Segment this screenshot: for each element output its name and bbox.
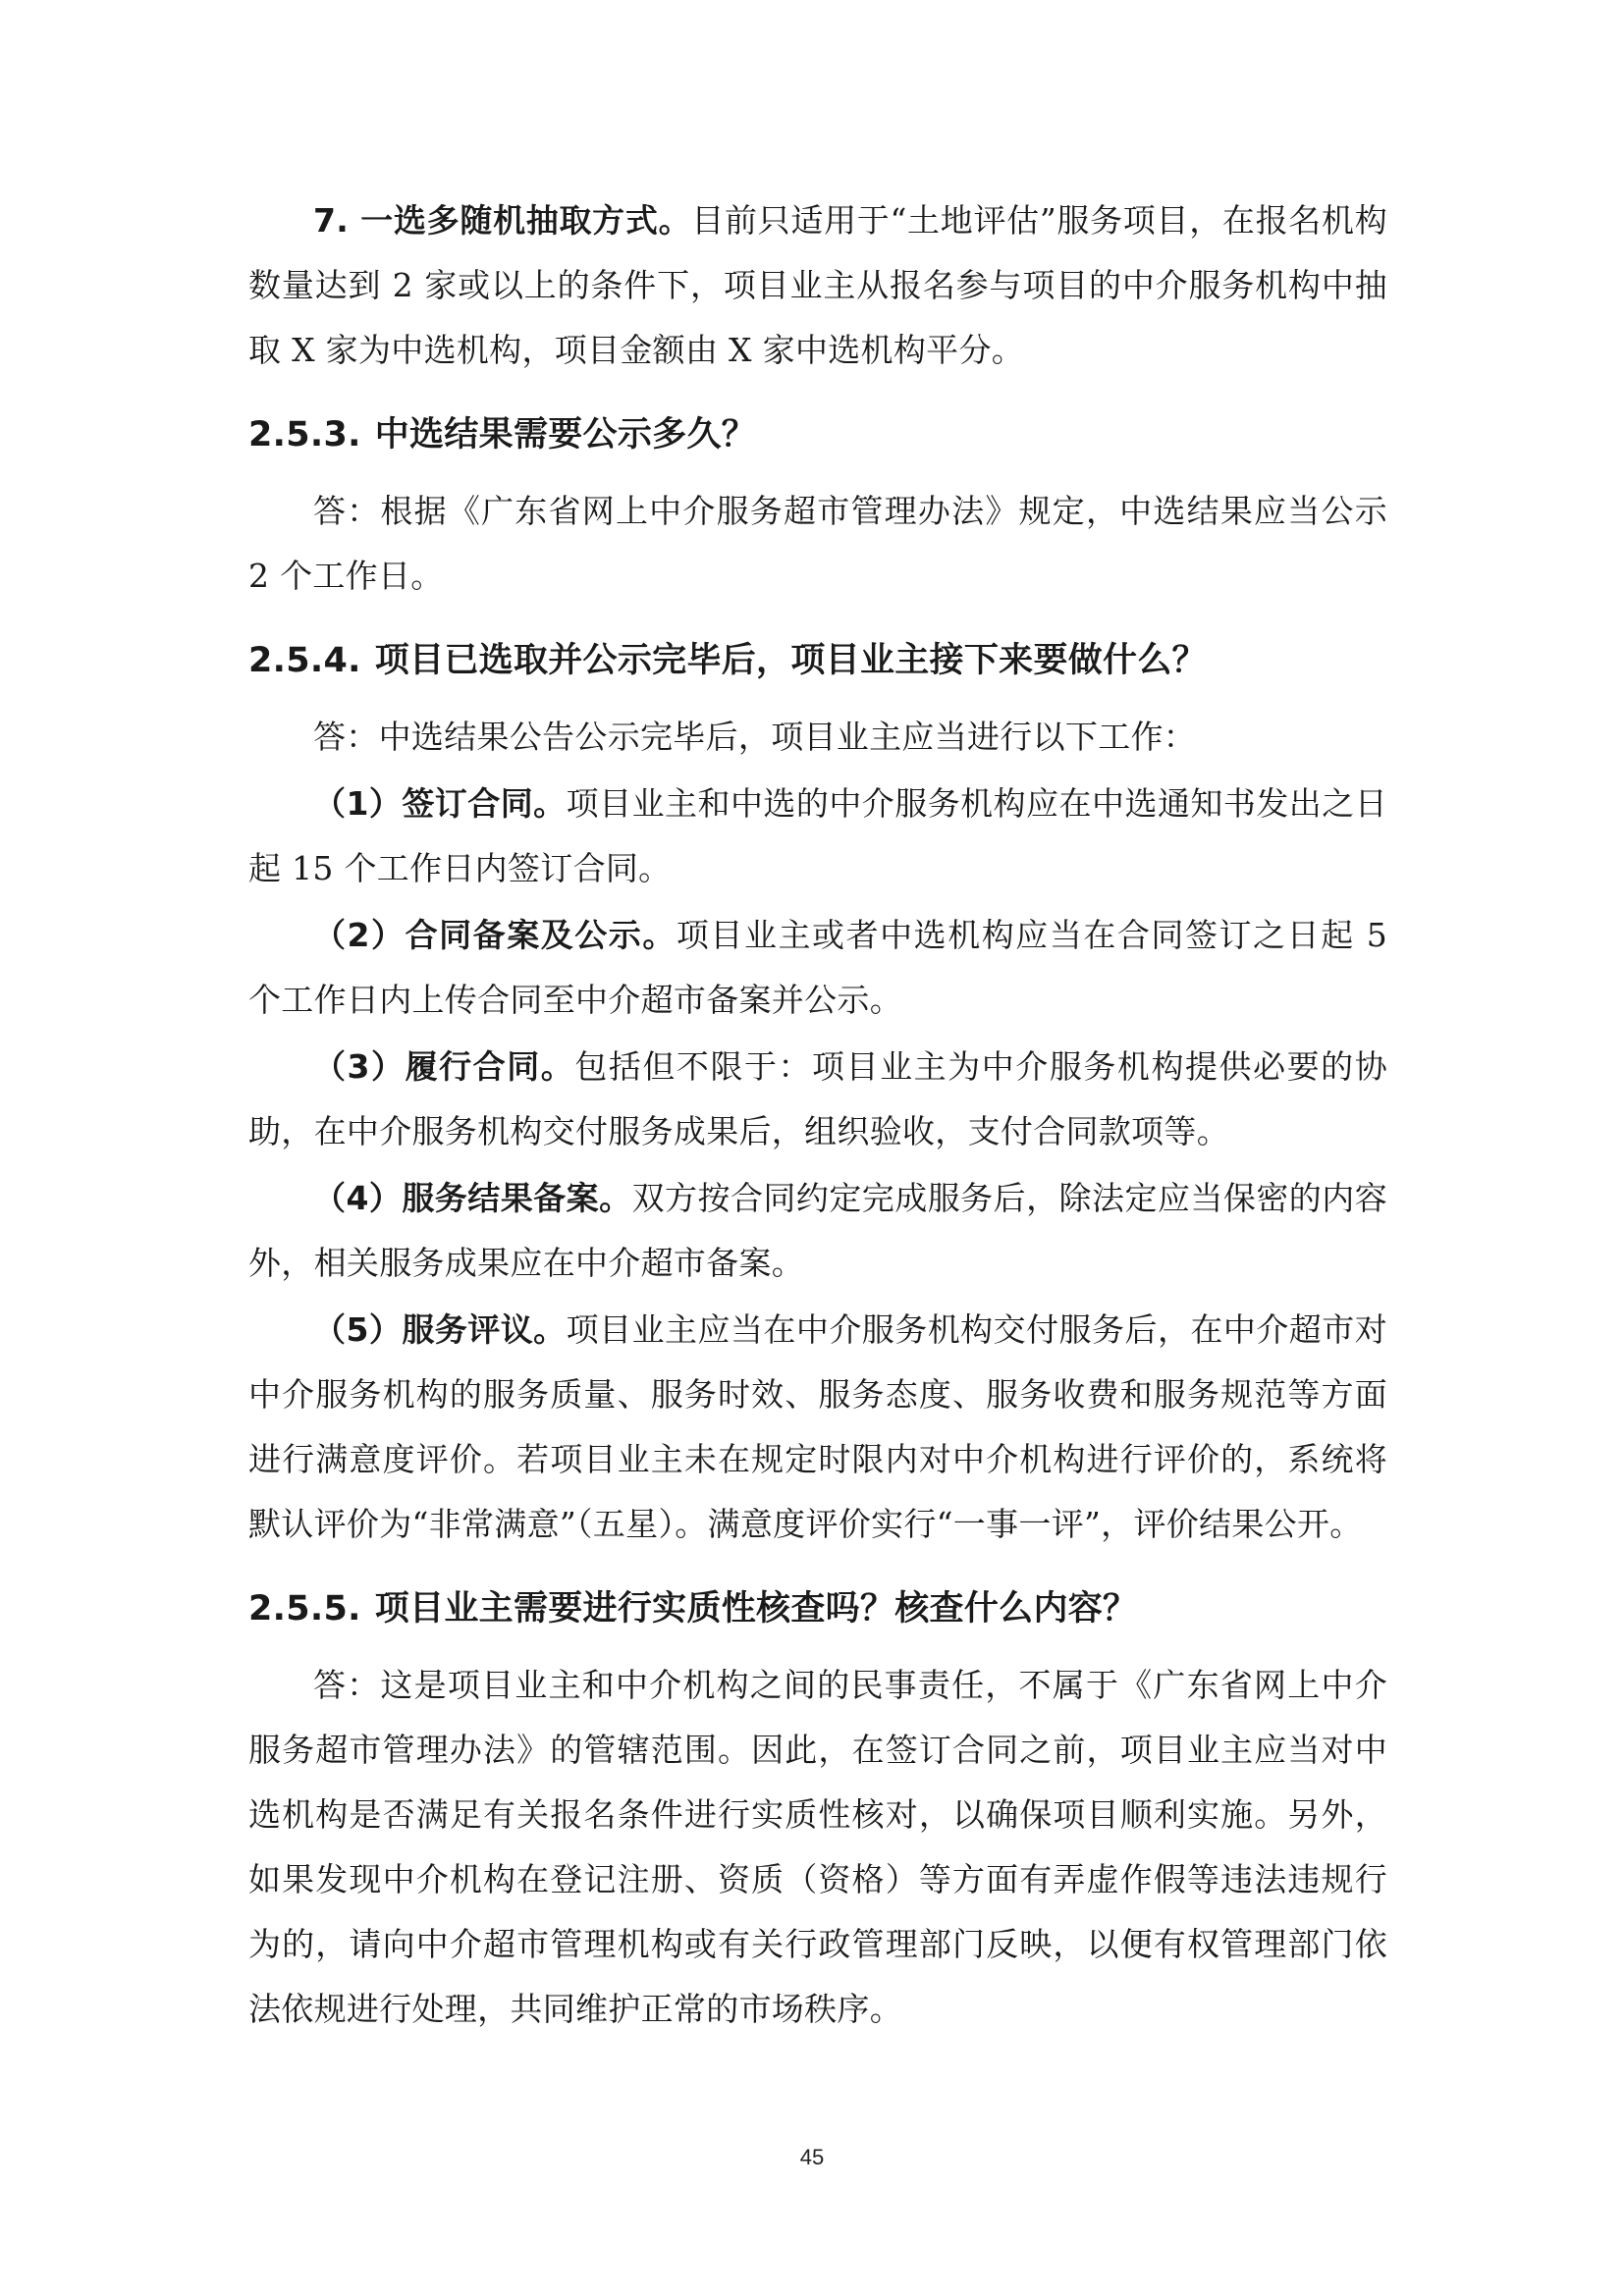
section-2-5-5-number: 2.5.5. (248, 1589, 361, 1629)
section-2-5-4-title: 项目已选取并公示完毕后，项目业主接下来要做什么？ (374, 641, 1207, 680)
section-2-5-5-heading (248, 1576, 1387, 1641)
list-item (248, 1298, 1387, 1557)
list-item-text: 项目业主或者中选机构应当在合同签订之日起 5 个工作日内上传合同至中介超市备案并公示。 (248, 916, 1387, 1019)
list-item-label: （3）履行合同。 (313, 1047, 575, 1086)
section-2-5-3-heading (248, 402, 1387, 467)
list-item (248, 772, 1387, 901)
page-number: 45 (799, 2145, 825, 2169)
list-item (248, 1166, 1387, 1296)
list-item-label: （4）服务结果备案。 (313, 1179, 632, 1217)
section-2-5-3-answer: 答：根据《广东省网上中介服务超市管理办法》规定，中选结果应当公示 2 个工作日。 (248, 492, 1387, 595)
item-7-label: 7. 一选多随机抽取方式。 (313, 201, 692, 240)
list-item (248, 903, 1387, 1033)
item-7-paragraph (248, 188, 1387, 383)
list-item-label: （1）签订合同。 (313, 784, 567, 823)
page-content (248, 188, 1387, 2044)
list-item-text: 包括但不限于：项目业主为中介服务机构提供必要的协助，在中介服务机构交付服务成果后，组织验收，支付合同款项等。 (248, 1047, 1387, 1150)
section-2-5-3-number: 2.5.3. (248, 415, 361, 454)
section-2-5-4-number: 2.5.4. (248, 641, 361, 680)
section-2-5-5-answer: 答：这是项目业主和中介机构之间的民事责任，不属于《广东省网上中介服务超市管理办法》的管辖范围。因此，在签订合同之前，项目业主应当对中选机构是否满足有关报名条件进行实质性核对，以确保项目顺利实施。另外，如果发现中介机构在登记注册、资质（资格）等方面有弄虚作假等违法违规行为的，请向中介超市管理机构或有关行政管理部门反映，以便有权管理部门依法依规进行处理，共同维护正常的市场秩序。 (248, 1666, 1387, 2028)
list-item-label: （2）合同备案及公示。 (313, 916, 677, 954)
section-2-5-3-title: 中选结果需要公示多久？ (374, 415, 757, 454)
list-item-text: 双方按合同约定完成服务后，除法定应当保密的内容外，相关服务成果应在中介超市备案。 (248, 1179, 1388, 1282)
list-item-text: 项目业主应当在中介服务机构交付服务后，在中介超市对中介服务机构的服务质量、服务时效、服务态度、服务收费和服务规范等方面进行满意度评价。若项目业主未在规定时限内对中介机构进行评价的，系统将默认评价为“非常满意”（五星）。满意度评价实行“一事一评”，评价结果公开。 (248, 1310, 1387, 1543)
list-item (248, 1035, 1387, 1164)
section-2-5-5-title: 项目业主需要进行实质性核查吗？核查什么内容？ (374, 1589, 1138, 1629)
item-7-text: 目前只适用于“土地评估”服务项目，在报名机构数量达到 2 家或以上的条件下，项目业主从报名参与项目的中介服务机构中抽取 X 家为中选机构，项目金额由 X 家中选机构平分。 (248, 201, 1387, 369)
section-2-5-4-intro: 答：中选结果公告公示完毕后，项目业主应当进行以下工作： (313, 718, 1197, 756)
section-2-5-4-heading (248, 628, 1387, 693)
list-item-text: 项目业主和中选的中介服务机构应在中选通知书发出之日起 15 个工作日内签订合同。 (248, 784, 1387, 887)
list-item-label: （5）服务评议。 (313, 1310, 567, 1349)
